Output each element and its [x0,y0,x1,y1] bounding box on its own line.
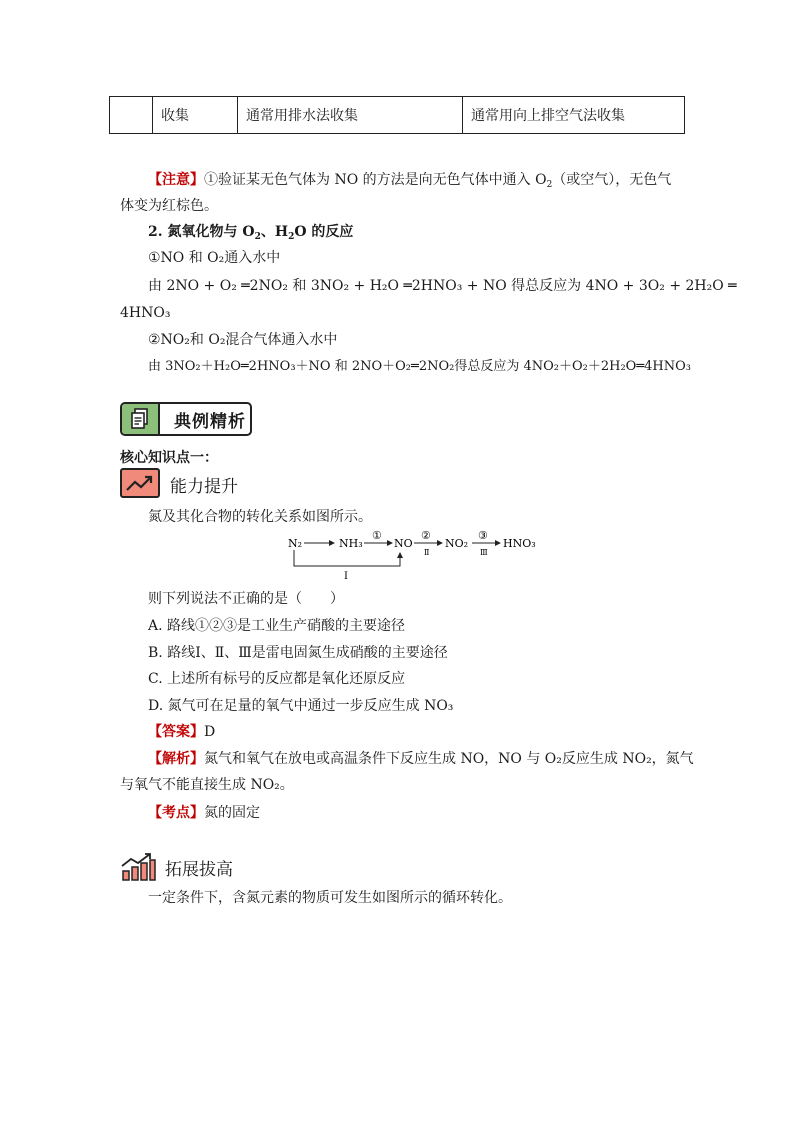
diagram-label-1: ① [372,529,382,542]
table-cell: 通常用向上排空气法收集 [463,97,685,134]
answer-line [148,722,215,742]
diagram-route-1: Ⅰ [344,571,348,582]
table-row [110,97,685,134]
section-title-sub: 2 [288,232,295,242]
item-1: ①NO 和 O₂通入水中 [148,250,281,266]
conversion-diagram [284,528,544,584]
option-b: B. 路线Ⅰ、Ⅱ、Ⅲ是雷电固氮生成硝酸的主要途径 [148,645,448,661]
question-ask: 则下列说法不正确的是（ ） [148,591,344,607]
core-point-heading: 核心知识点一： [120,450,218,466]
table-cell [110,97,153,134]
analysis-text: 氮气和氧气在放电或高温条件下反应生成 NO，NO 与 O₂反应生成 NO₂，氮气 [204,751,694,767]
section-title-sub: 2 [254,232,261,242]
examples-badge [120,402,252,436]
diagram-label-2: ② [421,529,431,542]
point-tag: 【考点】 [148,805,204,821]
diagram-hno3: HNO₃ [503,537,536,550]
ability-heading: 能力提升 [170,477,238,497]
note-line-1 [148,170,671,195]
table-cell: 收集 [153,97,238,134]
note-tag: 【注意】 [148,172,204,188]
diagram-route-2: Ⅱ [424,548,430,557]
diagram-no: NO [394,537,413,550]
analysis-line-2: 与氧气不能直接生成 NO₂。 [120,777,294,793]
diagram-route-3: Ⅲ [480,548,488,557]
answer-tag: 【答案】 [148,724,204,740]
equation-1-cont: 4HNO₃ [120,305,171,321]
diagram-nh3: NH₃ [339,537,363,550]
document-icon [122,404,160,434]
diagram-n2: N₂ [288,537,303,550]
equation-1: 由 2NO + O₂ ═2NO₂ 和 3NO₂ + H₂O ═2HNO₃ + NO 得总反应为 4NO + 3O₂ + 2H₂O ═ [148,278,737,294]
table-cell: 通常用排水法收集 [238,97,463,134]
note-text: （或空气），无色气 [552,172,672,188]
diagram-route-1-path [294,550,400,566]
option-a: A. 路线①②③是工业生产硝酸的主要途径 [148,618,406,634]
trend-up-icon [120,468,160,498]
option-c: C. 上述所有标号的反应都是氧化还原反应 [148,671,406,687]
diagram-no2: NO₂ [445,537,469,550]
analysis-line-1 [148,749,694,769]
examples-badge-label: 典例精析 [174,411,246,432]
section-title-part: 2. 氮氧化物与 O [148,224,255,240]
equation-2: 由 3NO₂＋H₂O═2HNO₃＋NO 和 2NO＋O₂═2NO₂得总反应为 4NO₂＋O₂＋2H₂O═4HNO₃ [148,359,692,374]
option-d: D. 氮气可在足量的氧气中通过一步反应生成 NO₃ [148,698,454,714]
collection-table [109,96,685,134]
item-2: ②NO₂和 O₂混合气体通入水中 [148,332,338,348]
note-sub: 2 [546,180,553,190]
extension-text: 一定条件下，含氮元素的物质可发生如图所示的循环转化。 [148,890,512,906]
section-title-part: 、H [260,224,289,240]
analysis-tag: 【解析】 [148,751,204,767]
extension-heading: 拓展拔高 [165,860,233,880]
point-line [148,803,260,823]
note-line-2: 体变为红棕色。 [120,198,218,214]
note-text: ①验证某无色气体为 NO 的方法是向无色气体中通入 O [204,172,547,188]
bar-chart-rising-icon [120,852,156,882]
section-title [148,222,353,247]
section-title-part: O 的反应 [294,224,354,240]
point-text: 氮的固定 [204,805,260,821]
answer-value: D [204,724,216,740]
diagram-label-3: ③ [478,529,488,542]
question-stem: 氮及其化合物的转化关系如图所示。 [148,509,372,525]
